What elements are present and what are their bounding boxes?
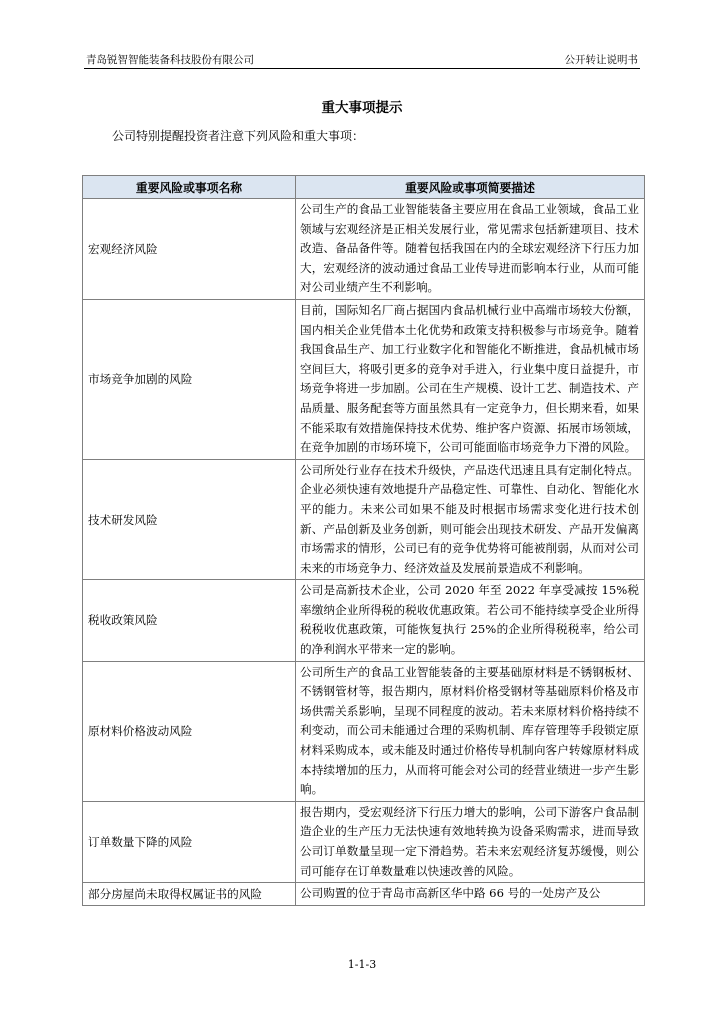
risk-name: 税收政策风险 — [83, 580, 296, 661]
table-row — [83, 801, 645, 882]
risk-description: 公司生产的食品工业智能装备主要应用在食品工业领域，食品工业领域与宏观经济是正相关发展行业，常见需求包括新建项目、技术改造、备品备件等。随着包括我国在内的全球宏观经济下行压力加大，宏观经济的波动通过食品工业传导进而影响本行业，从而可能对公司业绩产生不利影响。 — [296, 199, 645, 300]
header-document-type: 公开转让说明书 — [564, 54, 638, 66]
risk-name: 宏观经济风险 — [83, 199, 296, 300]
risk-name: 市场竞争加剧的风险 — [83, 299, 296, 459]
risk-name: 部分房屋尚未取得权属证书的风险 — [83, 883, 296, 906]
risk-description: 公司是高新技术企业，公司 2020 年至 2022 年享受减按 15%税率缴纳企业所得税的税收优惠政策。若公司不能持续享受企业所得税税收优惠政策，可能恢复执行 25%的企业所得税税率，给公司的净利润水平带来一定的影响。 — [296, 580, 645, 661]
risk-name: 技术研发风险 — [83, 459, 296, 580]
table-row — [83, 580, 645, 661]
table-row — [83, 883, 645, 906]
column-header-risk-description: 重要风险或事项简要描述 — [296, 176, 645, 199]
risk-description: 目前，国际知名厂商占据国内食品机械行业中高端市场较大份额，国内相关企业凭借本土化优势和政策支持积极参与市场竞争。随着我国食品生产、加工行业数字化和智能化不断推进，食品机械市场空间巨大，将吸引更多的竞争对手进入，行业集中度日益提升，市场竞争将进一步加剧。公司在生产规模、设计工艺、制造技术、产品质量、服务配套等方面虽然具有一定竞争力，但长期来看，如果不能采取有效措施保持技术优势、维护客户资源、拓展市场领域，在竞争加剧的市场环境下，公司可能面临市场竞争力下滑的风险。 — [296, 299, 645, 459]
risk-name: 订单数量下降的风险 — [83, 801, 296, 882]
page-header — [84, 48, 640, 69]
table-row — [83, 661, 645, 801]
column-header-risk-name: 重要风险或事项名称 — [83, 176, 296, 199]
page-number: 1-1-3 — [347, 958, 377, 971]
risk-description: 公司所处行业存在技术升级快，产品迭代迅速且具有定制化特点。企业必须快速有效地提升产品稳定性、可靠性、自动化、智能化水平的能力。未来公司如果不能及时根据市场需求变化进行技术创新、产品创新及业务创新，则可能会出现技术研发、产品开发偏离市场需求的情形，公司已有的竞争优势将可能被削弱，从而对公司未来的市场竞争力、经济效益及发展前景造成不利影响。 — [296, 459, 645, 580]
risk-description: 公司所生产的食品工业智能装备的主要基础原材料是不锈钢板材、不锈钢管材等，报告期内，原材料价格受钢材等基础原料价格及市场供需关系影响，呈现不同程度的波动。若未来原材料价格持续不利变动，而公司未能通过合理的采购机制、库存管理等手段锁定原材料采购成本，或未能及时通过价格传导机制向客户转嫁原材料成本持续增加的压力，从而将可能会对公司的经营业绩进一步产生影响。 — [296, 661, 645, 801]
risk-description: 报告期内，受宏观经济下行压力增大的影响，公司下游客户食品制造企业的生产压力无法快速有效地转换为设备采购需求，进而导致公司订单数量呈现一定下滑趋势。若未来宏观经济复苏缓慢，则公司可能存在订单数量难以快速改善的风险。 — [296, 801, 645, 882]
intro-paragraph: 公司特别提醒投资者注意下列风险和重大事项： — [112, 129, 365, 143]
risk-table — [82, 175, 645, 906]
header-company-name: 青岛锐智智能装备科技股份有限公司 — [86, 54, 254, 66]
risk-description: 公司购置的位于青岛市高新区华中路 66 号的一处房产及公 — [296, 883, 645, 906]
section-title: 重大事项提示 — [321, 100, 403, 116]
table-header-row — [83, 176, 645, 199]
risk-name: 原材料价格波动风险 — [83, 661, 296, 801]
table-row — [83, 459, 645, 580]
table-row — [83, 299, 645, 459]
table-row — [83, 199, 645, 300]
